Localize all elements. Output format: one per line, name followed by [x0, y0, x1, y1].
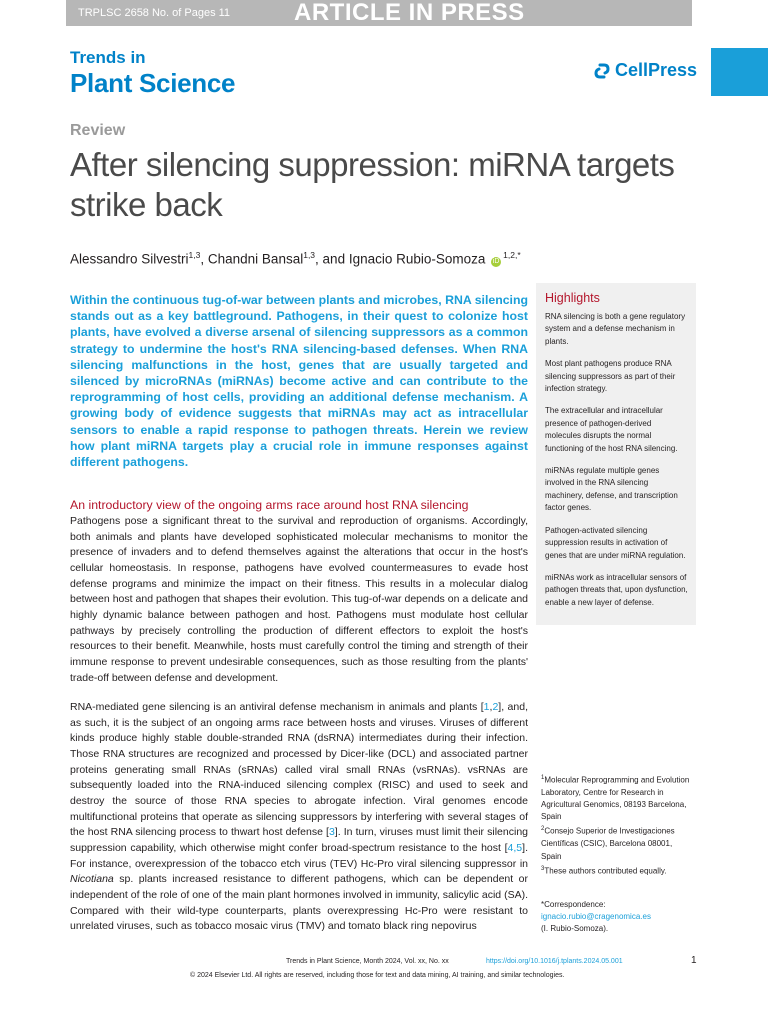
article-type: Review — [70, 122, 126, 139]
text-run: , — [489, 701, 493, 713]
correspondence — [541, 899, 693, 936]
journal-series: Trends in — [70, 48, 146, 67]
correspondence-email[interactable]: ignacio.rubio@cragenomica.es — [541, 912, 651, 922]
section-heading: An introductory view of the ongoing arms race around host RNA silencing — [70, 498, 469, 512]
author-list — [70, 250, 521, 267]
citation-link[interactable]: 3 — [328, 826, 335, 839]
page-number: 1 — [691, 955, 697, 966]
text-run: ], and, as such, it is the subject of an ongoing arms race between hosts and viruses. Viruses of different kinds produce highly stable double-stranded RNA (dsRNA) intermediates during their infection. Those RNA structures are recognized and processed by Dicer-like (DCL) and associated partner proteins generating small RNAs (sRNAs) called viral small RNAs (vsRNAs). vsRNAs are subsequently loaded into the RNA-induced silencing complex (RISC) and used to seek and destroy the source of those RNA species to abrogate infection. Viral genomes encode multifunctional proteins that operate as silencing suppressors by interfering with several stages of the host RNA silencing process to thwart host defense [ — [70, 701, 528, 839]
journal-name[interactable]: Plant Science — [70, 68, 236, 98]
cellpress-icon — [592, 61, 612, 81]
journal-color-tab — [711, 48, 768, 96]
highlight-item: RNA silencing is both a gene regulatory system and a defense mechanism in plants. — [545, 312, 686, 346]
text-run: ]. In turn, viruses must limit their silencing suppression capability, which otherwise might confer broad-spectrum resistance to the host [ — [70, 826, 528, 854]
affiliation-text: Consejo Superior de Investigaciones Científicas (CSIC), Barcelona 08001, Spain — [541, 827, 675, 861]
author-name: Alessandro Silvestri — [70, 251, 189, 267]
affiliation-text: Molecular Reprogramming and Evolution Laboratory, Centre for Research in Agricultural Genomics, 08193 Barcelona, Spain — [541, 775, 690, 822]
correspondence-label: *Correspondence: — [541, 900, 606, 909]
affiliation-mark: 1 — [541, 775, 545, 781]
cellpress-logo[interactable] — [592, 60, 697, 81]
citation-link[interactable]: 1 — [483, 701, 490, 713]
publisher-name: CellPress — [615, 60, 698, 80]
page-info: TRPLSC 2658 No. of Pages 11 — [78, 7, 231, 19]
abstract: Within the continuous tug-of-war between plants and microbes, RNA silencing stands out as a key battleground. Pathogens, in their quest to colonize host plants, have evolved a diverse arsenal of silencing suppressors as a common strategy to undermine the host's RNA silencing-based defenses. When RNA silencing malfunctions in the host, genes that are usually targeted and silenced by microRNAs (miRNAs) become active and can contribute to the reprogramming of host cells, providing an additional defense mechanism. A growing body of evidence suggests that miRNAs may act as intracellular sensors to enable a rapid response to pathogen threats. Herein we review how plant miRNA targets play a crucial role in immune responses against different pathogens. — [70, 293, 528, 470]
highlight-item: Most plant pathogens produce RNA silencing suppressors as part of their infection strategy. — [545, 359, 676, 394]
highlight-item: miRNAs work as intracellular sensors of pathogen threats that, upon dysfunction, enable a new layer of defense. — [545, 572, 688, 607]
highlight-item: The extracellular and intracellular presence of pathogen-derived molecules disrupts the normal functioning of the host RNA silencing. — [545, 406, 678, 453]
author-affiliation-mark: 1,2,* — [503, 250, 521, 260]
correspondence-name: (I. Rubio-Somoza). — [541, 924, 609, 934]
author-name: Chandni Bansal — [207, 251, 304, 267]
highlights-box — [536, 283, 696, 625]
affiliation-mark: 2 — [541, 826, 545, 833]
orcid-icon[interactable]: iD — [492, 257, 500, 265]
body-paragraph: Pathogens pose a significant threat to the survival and reproduction of organisms. Accordingly, both animals and plants have developed sophisticated molecular mechanisms to monitor the presence of invaders and to defend themselves against the alterations that occur in the host's cellular homeostasis. In response, pathogens have evolved countermeasures to evade host defense programs and minimize the impact on their fitness. This results in a molecular dialog between host and pathogen that shapes their evolution. This tug-of-war depends on a delicate and highly dynamic balance between pathogen and host. Pathogens must modulate host cellular pathways by precisely controlling the production of different effectors to exploit the host's resources to their benefit. Meanwhile, hosts must carefully control the timing and strength of their immune response to prevent undesirable consequences, such as those resulting from the plants' trade-off between defense and development. — [70, 515, 528, 684]
author-separator: , and — [315, 251, 349, 267]
author-separator: , — [200, 251, 208, 267]
text-run: sp. plants increased resistance to different pathogens, which can be dependent or independent of the role of one of the main plant hormones involved in immunity, salicylic acid (SA). Compared with their wild-type counterparts, plants overexpressing Hc-Pro were resistant to unrelated viruses, such as tobacco mosaic virus (TMV) and tomato black ring nepovirus — [70, 873, 528, 933]
italic-text: Nicotiana — [70, 873, 114, 886]
citation-link[interactable]: 2 — [492, 701, 499, 713]
article-in-press-banner — [66, 0, 692, 26]
citation-link[interactable]: 4,5 — [507, 841, 523, 854]
affiliation-mark: 3 — [541, 865, 545, 872]
highlights-title: Highlights — [545, 291, 600, 305]
author-affiliation-mark: 1,3 — [188, 250, 201, 260]
affiliation-text: These authors contributed equally. — [544, 866, 667, 876]
copyright-notice: © 2024 Elsevier Ltd. All rights are reserved, including those for text and data mining, AI training, and similar technologies. — [190, 972, 565, 979]
body-paragraph — [70, 700, 528, 935]
affiliations — [541, 772, 693, 878]
doi-link[interactable]: https://doi.org/10.1016/j.tplants.2024.05.001 — [486, 958, 623, 965]
highlight-item: miRNAs regulate multiple genes involved in the RNA silencing machinery, defense, and transcription factor genes. — [545, 466, 678, 513]
author-affiliation-mark: 1,3 — [303, 250, 316, 260]
article-in-press-label: ARTICLE IN PRESS — [294, 0, 525, 26]
text-run: RNA-mediated gene silencing is an antiviral defense mechanism in animals and plants [ — [70, 701, 484, 713]
article-title: After silencing suppression: miRNA targets strike back — [70, 146, 675, 223]
highlight-item: Pathogen-activated silencing suppression results in activation of genes that are under miRNA regulation. — [545, 525, 686, 560]
footer-journal: Trends in Plant Science, Month 2024, Vol. xx, No. xx — [286, 958, 449, 965]
author-name: Ignacio Rubio-Somoza — [348, 251, 486, 267]
text-run: ]. For instance, overexpression of the tobacco etch virus (TEV) Hc-Pro viral silencing suppressor in — [70, 841, 528, 870]
